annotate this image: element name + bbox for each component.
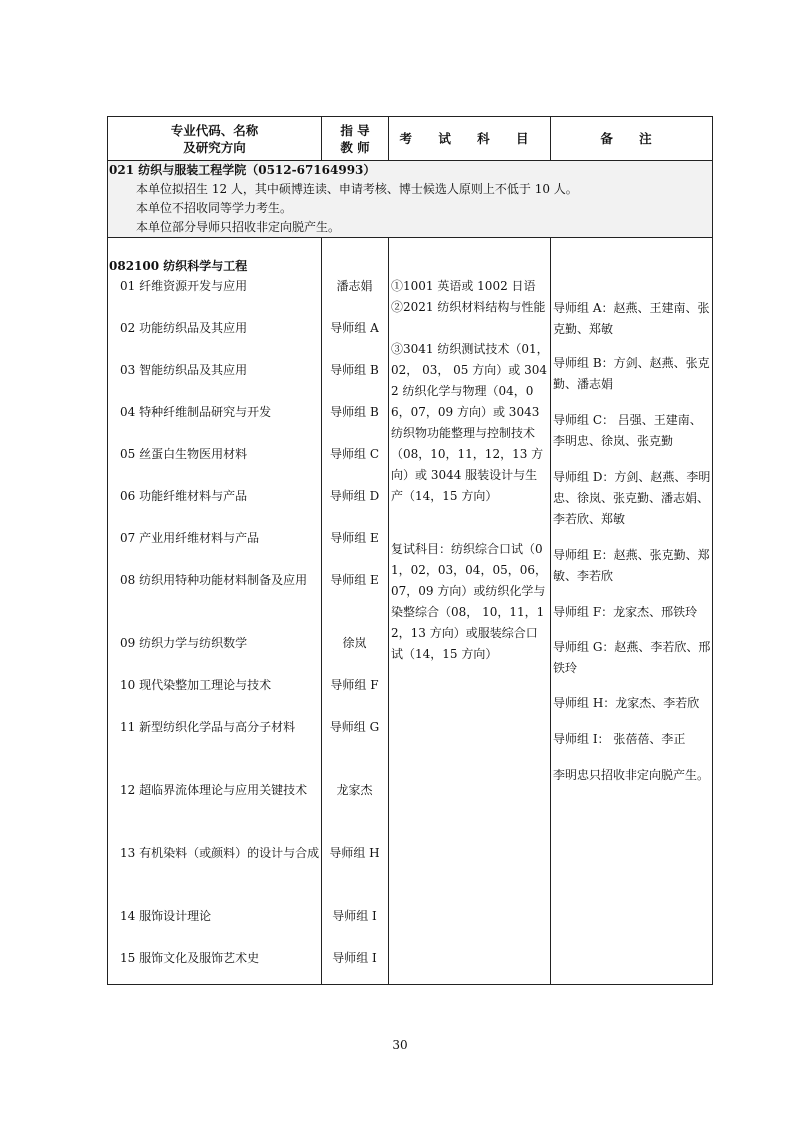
note-item: 李明忠只招收非定向脱产生。 xyxy=(553,768,710,782)
direction-item: 15 服饰文化及服饰艺术史 xyxy=(120,951,260,965)
header-advisor-line2: 教 师 xyxy=(340,139,370,155)
unit-title: 021 纺织与服装工程学院（0512-67164993） xyxy=(109,163,376,177)
note-item: 导师组 D：方剑、赵燕、李明忠、徐岚、张克勤、潘志娟、李若欣、郑敏 xyxy=(553,470,711,526)
note-item: 导师组 H：龙家杰、李若欣 xyxy=(553,696,700,710)
advisor-item: 导师组 I xyxy=(332,951,377,965)
advisor-item: 徐岚 xyxy=(342,636,367,650)
advisor-item: 导师组 C xyxy=(330,447,379,461)
exam-item: ①1001 英语或 1002 日语 xyxy=(391,279,536,293)
advisor-item: 导师组 B xyxy=(330,363,379,377)
unit-note: 本单位不招收同等学力考生。 xyxy=(136,201,293,215)
direction-item: 03 智能纺织品及其应用 xyxy=(120,363,248,377)
major-row xyxy=(108,238,713,985)
advisors-cell xyxy=(322,238,389,985)
note-item: 导师组 F：龙家杰、邢铁玲 xyxy=(553,605,698,619)
advisor-item: 导师组 A xyxy=(330,321,379,335)
note-item: 导师组 G：赵燕、李若欣、邢铁玲 xyxy=(553,640,711,675)
advisor-item: 导师组 F xyxy=(330,678,379,692)
note-item: 导师组 E：赵燕、张克勤、郑敏、李若欣 xyxy=(553,548,710,583)
header-exam: 考 试 科 目 xyxy=(389,117,551,161)
direction-item: 10 现代染整加工理论与技术 xyxy=(120,678,272,692)
direction-item: 14 服饰设计理论 xyxy=(120,909,212,923)
admission-table xyxy=(107,116,713,985)
advisor-item: 导师组 E xyxy=(330,573,379,587)
note-item: 导师组 I： 张蓓蓓、李正 xyxy=(553,732,686,746)
advisor-item: 导师组 H xyxy=(329,846,380,860)
exam-subjects-cell xyxy=(389,238,551,985)
page-number: 30 xyxy=(392,1038,408,1052)
unit-row xyxy=(108,161,713,238)
advisor-item: 导师组 G xyxy=(329,720,380,734)
header-advisor xyxy=(322,117,389,161)
direction-item: 08 纺织用特种功能材料制备及应用 xyxy=(120,573,308,587)
major-directions-cell xyxy=(108,238,322,985)
advisor-item: 潘志娟 xyxy=(336,279,373,293)
advisor-item: 导师组 E xyxy=(330,531,379,545)
direction-item: 02 功能纺织品及其应用 xyxy=(120,321,248,335)
header-major-line1: 专业代码、名称 xyxy=(170,122,259,138)
exam-item: ③3041 纺织测试技术（01，02， 03， 05 方向）或 3042 纺织化学与物理（04，06，07，09 方向）或 3043 纺织物功能整理与控制技术（08，10，11，12，13 方向）或 3044 服装设计与生产（14，15 方向） xyxy=(391,342,549,503)
direction-item: 01 纤维资源开发与应用 xyxy=(120,279,248,293)
exam-item: 复试科目：纺织综合口试（01，02，03，04，05，06，07，09 方向）或纺织化学与染整综合（08， 10，11，12，13 方向）或服装综合口试（14，15 方向） xyxy=(391,542,547,661)
direction-item: 11 新型纺织化学品与高分子材料 xyxy=(120,720,296,734)
note-item: 导师组 C： 吕强、王建南、李明忠、徐岚、张克勤 xyxy=(553,413,702,448)
unit-note: 本单位部分导师只招收非定向脱产生。 xyxy=(136,220,341,234)
header-advisor-line1: 指 导 xyxy=(340,122,370,138)
note-item: 导师组 B：方剑、赵燕、张克勤、潘志娟 xyxy=(553,356,710,391)
direction-item: 09 纺织力学与纺织数学 xyxy=(120,636,248,650)
header-major xyxy=(108,117,322,161)
direction-item: 05 丝蛋白生物医用材料 xyxy=(120,447,248,461)
unit-cell xyxy=(108,161,713,238)
advisor-item: 龙家杰 xyxy=(336,783,373,797)
direction-item: 04 特种纤维制品研究与开发 xyxy=(120,405,272,419)
header-major-line2: 及研究方向 xyxy=(183,139,246,155)
exam-item: ②2021 纺织材料结构与性能 xyxy=(391,300,546,314)
advisor-item: 导师组 D xyxy=(329,489,380,503)
table-header-row xyxy=(108,117,713,161)
notes-cell xyxy=(551,238,713,985)
header-notes: 备 注 xyxy=(551,117,713,161)
direction-item: 06 功能纤维材料与产品 xyxy=(120,489,248,503)
advisor-item: 导师组 B xyxy=(330,405,379,419)
direction-item: 13 有机染料（或颜料）的设计与合成 xyxy=(120,846,320,860)
note-item: 导师组 A：赵燕、王建南、张克勤、郑敏 xyxy=(553,301,710,336)
unit-note: 本单位拟招生 12 人，其中硕博连读、申请考核、博士候选人原则上不低于 10 人。 xyxy=(136,182,578,196)
direction-item: 12 超临界流体理论与应用关键技术 xyxy=(120,783,308,797)
direction-item: 07 产业用纤维材料与产品 xyxy=(120,531,260,545)
advisor-item: 导师组 I xyxy=(332,909,377,923)
major-title: 082100 纺织科学与工程 xyxy=(109,259,248,273)
